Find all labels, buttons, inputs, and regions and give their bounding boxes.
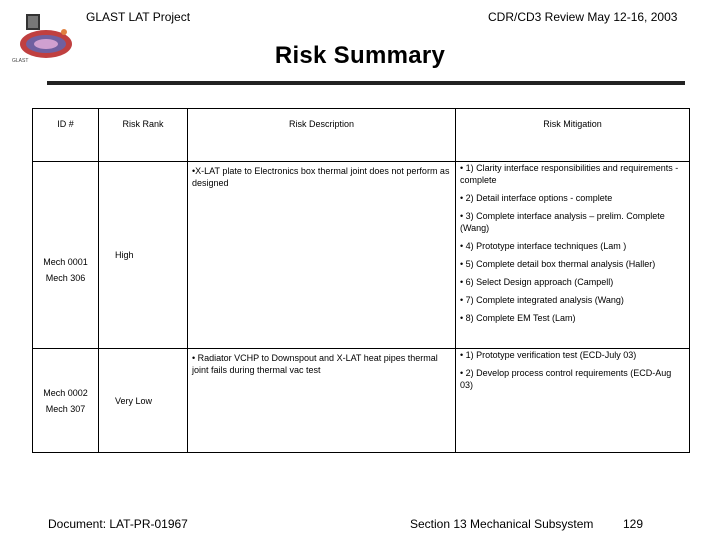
- risk-mitigation-cell: [456, 162, 690, 349]
- mitigation-item: • 1) Clarity interface responsibilities and requirements - complete: [460, 163, 679, 185]
- risk-table: [32, 108, 690, 453]
- mitigation-item: • 5) Complete detail box thermal analysis (Haller): [460, 259, 656, 269]
- table-row: [33, 349, 690, 453]
- table-header-row: [33, 109, 690, 162]
- risk-mitigation-cell: [456, 349, 690, 453]
- svg-text:GLAST: GLAST: [12, 58, 29, 64]
- mitigation-item: • 6) Select Design approach (Campell): [460, 277, 614, 287]
- footer-document-id: Document: LAT-PR-01967: [48, 517, 188, 531]
- mitigation-item: • 3) Complete interface analysis – prelim. Complete (Wang): [460, 211, 665, 233]
- risk-id-cell: [33, 162, 99, 349]
- risk-rank: Very Low: [99, 349, 188, 453]
- page-title: Risk Summary: [274, 42, 446, 69]
- column-header-rank: Risk Rank: [99, 109, 188, 162]
- risk-id: Mech 0001: [43, 257, 88, 267]
- review-label: CDR/CD3 Review May 12-16, 2003: [488, 10, 678, 24]
- project-name: GLAST LAT Project: [86, 10, 191, 24]
- footer-section: Section 13 Mechanical Subsystem: [410, 517, 594, 531]
- risk-id: Mech 306: [45, 273, 86, 283]
- risk-id: Mech 307: [45, 403, 86, 414]
- mitigation-item: • 4) Prototype interface techniques (Lam ): [460, 241, 627, 251]
- risk-rank: High: [99, 162, 188, 349]
- risk-description: •X-LAT plate to Electronics box thermal joint does not perform as designed: [188, 162, 456, 349]
- column-header-id: ID #: [33, 109, 99, 162]
- mitigation-item: • 7) Complete integrated analysis (Wang): [460, 295, 624, 305]
- footer-page-number: 129: [623, 517, 644, 531]
- risk-id: Mech 0002: [43, 387, 88, 398]
- mitigation-item: • 8) Complete EM Test (Lam): [460, 313, 576, 323]
- mitigation-item: • 2) Detail interface options - complete: [460, 193, 613, 203]
- table-row: [33, 162, 690, 349]
- risk-id-cell: [33, 349, 99, 453]
- column-header-description: Risk Description: [188, 109, 456, 162]
- mitigation-item: • 2) Develop process control requirements (ECD-Aug 03): [460, 368, 672, 390]
- title-divider: [47, 81, 685, 85]
- mitigation-item: • 1) Prototype verification test (ECD-July 03): [460, 350, 637, 360]
- risk-description: • Radiator VCHP to Downspout and X-LAT heat pipes thermal joint fails during thermal vac test: [188, 349, 456, 453]
- column-header-mitigation: Risk Mitigation: [456, 109, 690, 162]
